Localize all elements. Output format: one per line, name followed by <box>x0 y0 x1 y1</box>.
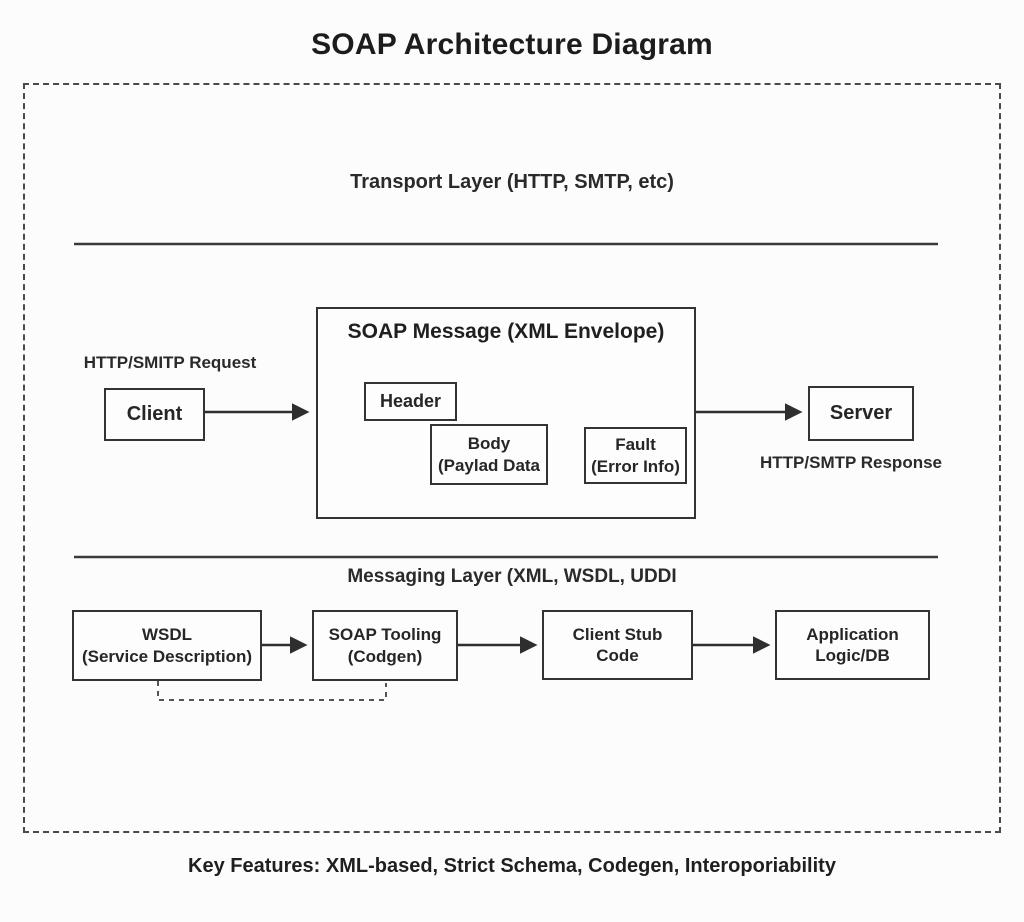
soap-fault-label-line1: Fault <box>615 435 656 455</box>
wsdl-label-line1: WSDL <box>141 625 193 645</box>
soap-tooling-node <box>312 610 458 681</box>
soap-message-title: SOAP Message (XML Envelope) <box>347 320 665 343</box>
wsdl-node <box>72 610 262 681</box>
soap-tooling-label-line1: SOAP Tooling <box>328 625 442 645</box>
server-node-label: Server <box>829 402 893 424</box>
application-logic-node <box>775 610 930 680</box>
application-logic-label-line2: Logic/DB <box>815 646 890 665</box>
soap-header-node <box>364 382 457 421</box>
messaging-layer-label: Messaging Layer (XML, WSDL, UDDI <box>347 566 677 587</box>
soap-fault-node <box>584 427 687 484</box>
page-title: SOAP Architecture Diagram <box>311 28 713 61</box>
soap-body-label-line2: (Paylad Data <box>437 455 541 475</box>
soap-body-node <box>430 424 548 485</box>
client-stub-label-line1: Client Stub <box>572 624 663 644</box>
soap-tooling-label-line2: (Codgen) <box>347 646 423 666</box>
client-node <box>104 388 205 441</box>
soap-body-label-line1: Body <box>467 434 511 454</box>
http-request-label: HTTP/SMITP Request <box>83 353 257 372</box>
client-stub-node <box>542 610 693 680</box>
client-stub-label-line2: Code <box>596 646 639 665</box>
key-features-text: Key Features: XML-based, Strict Schema, Codegen, Interoporiability <box>188 855 836 877</box>
soap-fault-label-line2: (Error Info) <box>591 456 680 476</box>
wsdl-label-line2: (Service Description) <box>81 646 253 666</box>
client-node-label: Client <box>126 403 183 425</box>
server-node <box>808 386 914 441</box>
application-logic-label-line1: Application <box>806 624 899 644</box>
soap-header-label: Header <box>379 391 442 412</box>
http-response-label: HTTP/SMTP Response <box>760 453 942 472</box>
transport-layer-label: Transport Layer (HTTP, SMTP, etc) <box>350 171 674 193</box>
